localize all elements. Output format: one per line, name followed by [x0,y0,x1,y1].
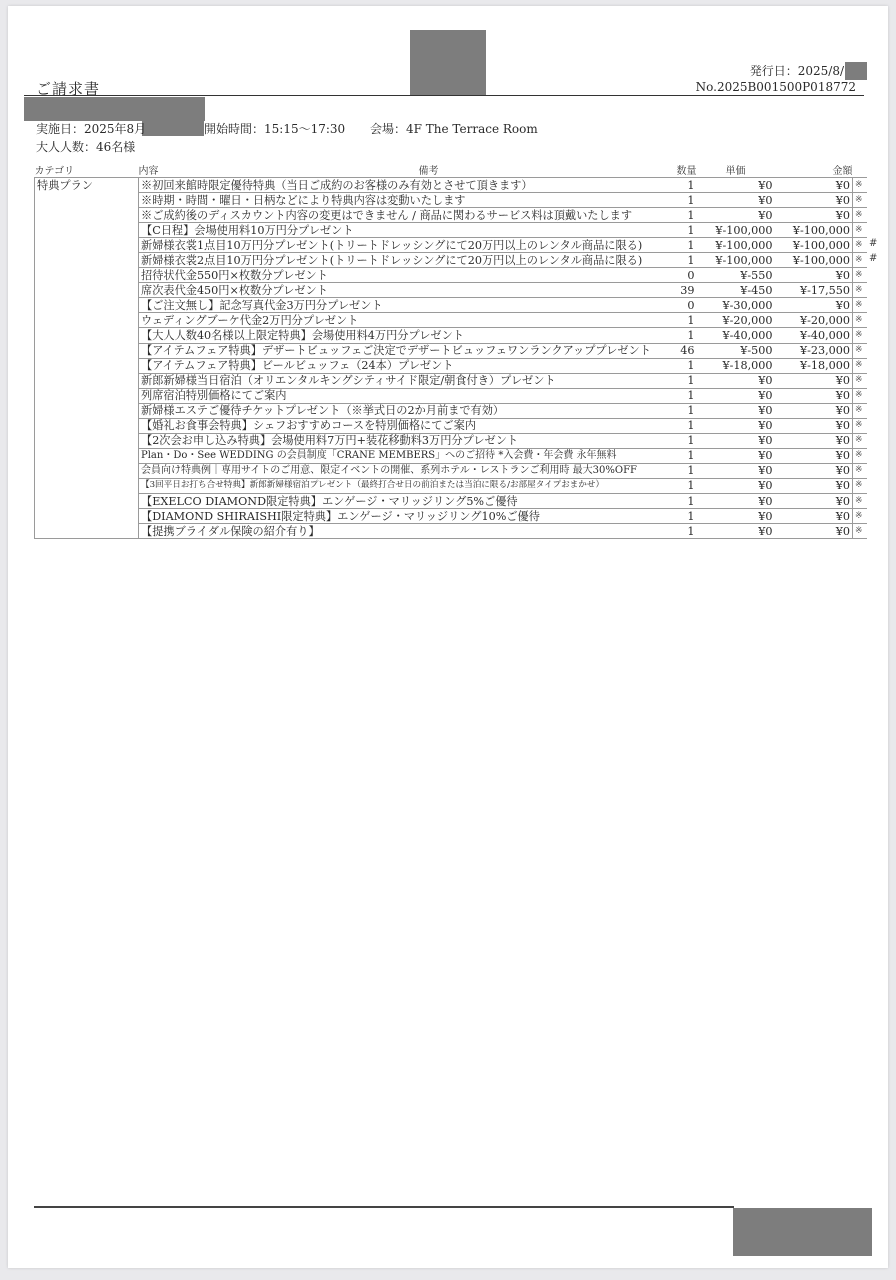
table-row [35,478,867,493]
note-mark: ※ [853,253,867,268]
category-cell [35,253,139,268]
qty-cell: 1 [669,463,697,478]
table-row [35,358,867,373]
category-cell: 特典プラン [35,178,139,193]
category-cell [35,298,139,313]
category-cell [35,283,139,298]
table-row [35,223,867,238]
category-cell [35,478,139,493]
qty-cell: 39 [669,283,697,298]
event-venue: 会場：4F The Terrace Room [370,122,538,136]
unit-price-cell: ¥0 [697,193,775,208]
header-category: カテゴリ [34,166,75,177]
qty-cell: 1 [669,493,697,508]
qty-cell: 0 [669,298,697,313]
content-cell: ※時期・時間・曜日・日柄などにより特典内容は変動いたします [139,193,669,208]
content-cell: 新郎新婦様当日宿泊（オリエンタルキングシティサイド限定/朝食付き）プレゼント [139,373,669,388]
qty-cell: 1 [669,433,697,448]
content-cell: ウェディングブーケ代金2万円分プレゼント [139,313,669,328]
qty-cell: 0 [669,268,697,283]
redacted-date-tail [845,62,867,80]
unit-price-cell: ¥-450 [697,283,775,298]
note-mark: ※ [853,493,867,508]
hash-mark-1: # [869,238,878,249]
content-cell: 【婚礼お食事会特典】シェフおすすめコースを特別価格にてご案内 [139,418,669,433]
amount-cell: ¥-40,000 [775,328,853,343]
table-row [35,193,867,208]
qty-cell: 1 [669,253,697,268]
unit-price-cell: ¥0 [697,509,775,524]
amount-cell: ¥-23,000 [775,343,853,358]
note-mark: ※ [853,388,867,403]
amount-cell: ¥-17,550 [775,283,853,298]
category-cell [35,509,139,524]
note-mark: ※ [853,463,867,478]
table-row [35,298,867,313]
amount-cell: ¥-100,000 [775,238,853,253]
category-cell [35,493,139,508]
category-cell [35,373,139,388]
qty-cell: 1 [669,403,697,418]
table-row [35,238,867,253]
adult-count: 大人人数：46名様 [36,140,136,154]
content-cell: 新婦様衣裳1点目10万円分プレゼント(トリートドレッシングにて20万円以上のレンタル商品に限る) [139,238,669,253]
table-row [35,388,867,403]
category-cell [35,418,139,433]
amount-cell: ¥0 [775,403,853,418]
header-divider [24,95,864,96]
qty-cell: 1 [669,223,697,238]
unit-price-cell: ¥-20,000 [697,313,775,328]
unit-price-cell: ¥0 [697,478,775,493]
header-qty: 数量 [676,166,697,177]
content-cell: 列席宿泊特別価格にてご案内 [139,388,669,403]
note-mark: ※ [853,298,867,313]
table-row [35,178,867,193]
qty-cell: 1 [669,373,697,388]
content-cell: Plan・Do・See WEDDING の会員制度「CRANE MEMBERS」へのご招待 *入会費・年会費 永年無料 [139,448,669,463]
table-row [35,343,867,358]
amount-cell: ¥0 [775,208,853,223]
table-row [35,283,867,298]
table-row [35,313,867,328]
table-row [35,373,867,388]
page-title: ご請求書 [36,80,101,98]
redacted-footer [733,1208,872,1256]
redacted-logo [410,30,486,96]
content-cell: 【2次会お申し込み特典】会場使用料7万円+装花移動料3万円分プレゼント [139,433,669,448]
qty-cell: 1 [669,358,697,373]
table-row [35,253,867,268]
amount-cell: ¥0 [775,373,853,388]
category-cell [35,313,139,328]
content-cell: 招待状代金550円×枚数分プレゼント [139,268,669,283]
unit-price-cell: ¥-100,000 [697,223,775,238]
content-cell: 新婦様エステご優待チケットプレゼント（※挙式日の2か月前まで有効） [139,403,669,418]
unit-price-cell: ¥0 [697,373,775,388]
content-cell: 新婦様衣裳2点目10万円分プレゼント(トリートドレッシングにて20万円以上のレンタル商品に限る) [139,253,669,268]
content-cell: 【DIAMOND SHIRAISHI限定特典】エンゲージ・マリッジリング10%ご優待 [139,509,669,524]
amount-cell: ¥0 [775,524,853,539]
hash-mark-2: # [869,253,878,264]
header-unit-price: 単価 [725,166,746,177]
qty-cell: 1 [669,509,697,524]
amount-cell: ¥0 [775,478,853,493]
note-mark: ※ [853,403,867,418]
event-date: 実施日：2025年8月 [36,122,147,136]
note-mark: ※ [853,328,867,343]
content-cell: 【提携ブライダル保険の紹介有り】 [139,524,669,539]
table-row [35,208,867,223]
table-row [35,463,867,478]
amount-cell: ¥-20,000 [775,313,853,328]
content-cell: ※ご成約後のディスカウント内容の変更はできません / 商品に関わるサービス料は頂戴いたします [139,208,669,223]
amount-cell: ¥0 [775,493,853,508]
unit-price-cell: ¥0 [697,178,775,193]
amount-cell: ¥0 [775,418,853,433]
category-cell [35,358,139,373]
category-cell [35,208,139,223]
amount-cell: ¥-100,000 [775,253,853,268]
table-row [35,493,867,508]
qty-cell: 1 [669,313,697,328]
category-cell [35,193,139,208]
header-content-note [139,162,669,178]
qty-cell: 1 [669,418,697,433]
content-cell: ※初回来館時限定優待特典（当日ご成約のお客様のみ有効とさせて頂きます） [139,178,669,193]
category-cell [35,223,139,238]
unit-price-cell: ¥0 [697,524,775,539]
content-cell: 【アイテムフェア特典】デザートビュッフェご決定でデザートビュッフェワンランクアッププレゼント [139,343,669,358]
note-mark: ※ [853,478,867,493]
qty-cell: 1 [669,448,697,463]
header-content: 内容 [138,166,159,177]
category-cell [35,463,139,478]
invoice-sheet [8,6,888,1268]
qty-cell: 1 [669,328,697,343]
unit-price-cell: ¥0 [697,208,775,223]
unit-price-cell: ¥-100,000 [697,238,775,253]
table-row [35,328,867,343]
table-row [35,448,867,463]
event-info [36,120,538,137]
unit-price-cell: ¥0 [697,463,775,478]
unit-price-cell: ¥-550 [697,268,775,283]
content-cell: 【アイテムフェア特典】ビールビュッフェ（24本）プレゼント [139,358,669,373]
table-header-row [35,162,867,178]
note-mark: ※ [853,509,867,524]
category-cell [35,524,139,539]
content-cell: 【ご注文無し】記念写真代金3万円分プレゼント [139,298,669,313]
category-cell [35,328,139,343]
note-mark: ※ [853,208,867,223]
amount-cell: ¥0 [775,298,853,313]
qty-cell: 46 [669,343,697,358]
note-mark: ※ [853,238,867,253]
category-cell [35,448,139,463]
unit-price-cell: ¥0 [697,448,775,463]
category-cell [35,238,139,253]
category-cell [35,433,139,448]
note-mark: ※ [853,448,867,463]
note-mark: ※ [853,418,867,433]
content-cell: 【C日程】会場使用料10万円分プレゼント [139,223,669,238]
table-row [35,433,867,448]
category-cell [35,388,139,403]
unit-price-cell: ¥-18,000 [697,358,775,373]
amount-cell: ¥0 [775,178,853,193]
note-mark: ※ [853,178,867,193]
amount-cell: ¥0 [775,193,853,208]
unit-price-cell: ¥0 [697,403,775,418]
qty-cell: 1 [669,193,697,208]
content-cell: 【EXELCO DIAMOND限定特典】エンゲージ・マリッジリング5%ご優待 [139,493,669,508]
amount-cell: ¥0 [775,433,853,448]
note-mark: ※ [853,524,867,539]
note-mark: ※ [853,283,867,298]
category-cell [35,403,139,418]
content-cell: 会員向け特典例｜専用サイトのご用意、限定イベントの開催、系列ホテル・レストランご利用時 最大30%OFF [139,463,669,478]
unit-price-cell: ¥-40,000 [697,328,775,343]
amount-cell: ¥-18,000 [775,358,853,373]
unit-price-cell: ¥0 [697,493,775,508]
unit-price-cell: ¥-500 [697,343,775,358]
amount-cell: ¥0 [775,448,853,463]
note-mark: ※ [853,433,867,448]
issue-date: 発行日：2025/8/ [749,64,844,78]
amount-cell: ¥-100,000 [775,223,853,238]
qty-cell: 1 [669,208,697,223]
note-mark: ※ [853,313,867,328]
note-mark: ※ [853,223,867,238]
document-number: No.2025B001500P018772 [695,80,856,94]
content-cell: 【大人人数40名様以上限定特典】会場使用料4万円分プレゼント [139,328,669,343]
amount-cell: ¥0 [775,388,853,403]
items-table [34,162,867,539]
amount-cell: ¥0 [775,268,853,283]
note-mark: ※ [853,193,867,208]
unit-price-cell: ¥-100,000 [697,253,775,268]
content-cell: 【3回平日お打ち合せ特典】新郎新婦様宿泊プレゼント（最終打合せ日の前泊または当泊に限る/お部屋タイプおまかせ） [139,478,669,493]
footer-divider [34,1206,734,1208]
event-start-time: 開始時間：15:15～17:30 [204,122,346,136]
note-mark: ※ [853,373,867,388]
qty-cell: 1 [669,238,697,253]
table-row [35,418,867,433]
category-cell [35,268,139,283]
header-amount: 金額 [832,166,853,177]
content-cell: 席次表代金450円×枚数分プレゼント [139,283,669,298]
qty-cell: 1 [669,388,697,403]
unit-price-cell: ¥-30,000 [697,298,775,313]
category-cell [35,343,139,358]
unit-price-cell: ¥0 [697,388,775,403]
table-row [35,524,867,539]
table-row [35,268,867,283]
header-note: 備考 [418,166,439,177]
qty-cell: 1 [669,178,697,193]
table-row [35,509,867,524]
qty-cell: 1 [669,524,697,539]
unit-price-cell: ¥0 [697,433,775,448]
unit-price-cell: ¥0 [697,418,775,433]
amount-cell: ¥0 [775,463,853,478]
table-row [35,403,867,418]
note-mark: ※ [853,358,867,373]
note-mark: ※ [853,268,867,283]
qty-cell: 1 [669,478,697,493]
note-mark: ※ [853,343,867,358]
amount-cell: ¥0 [775,509,853,524]
